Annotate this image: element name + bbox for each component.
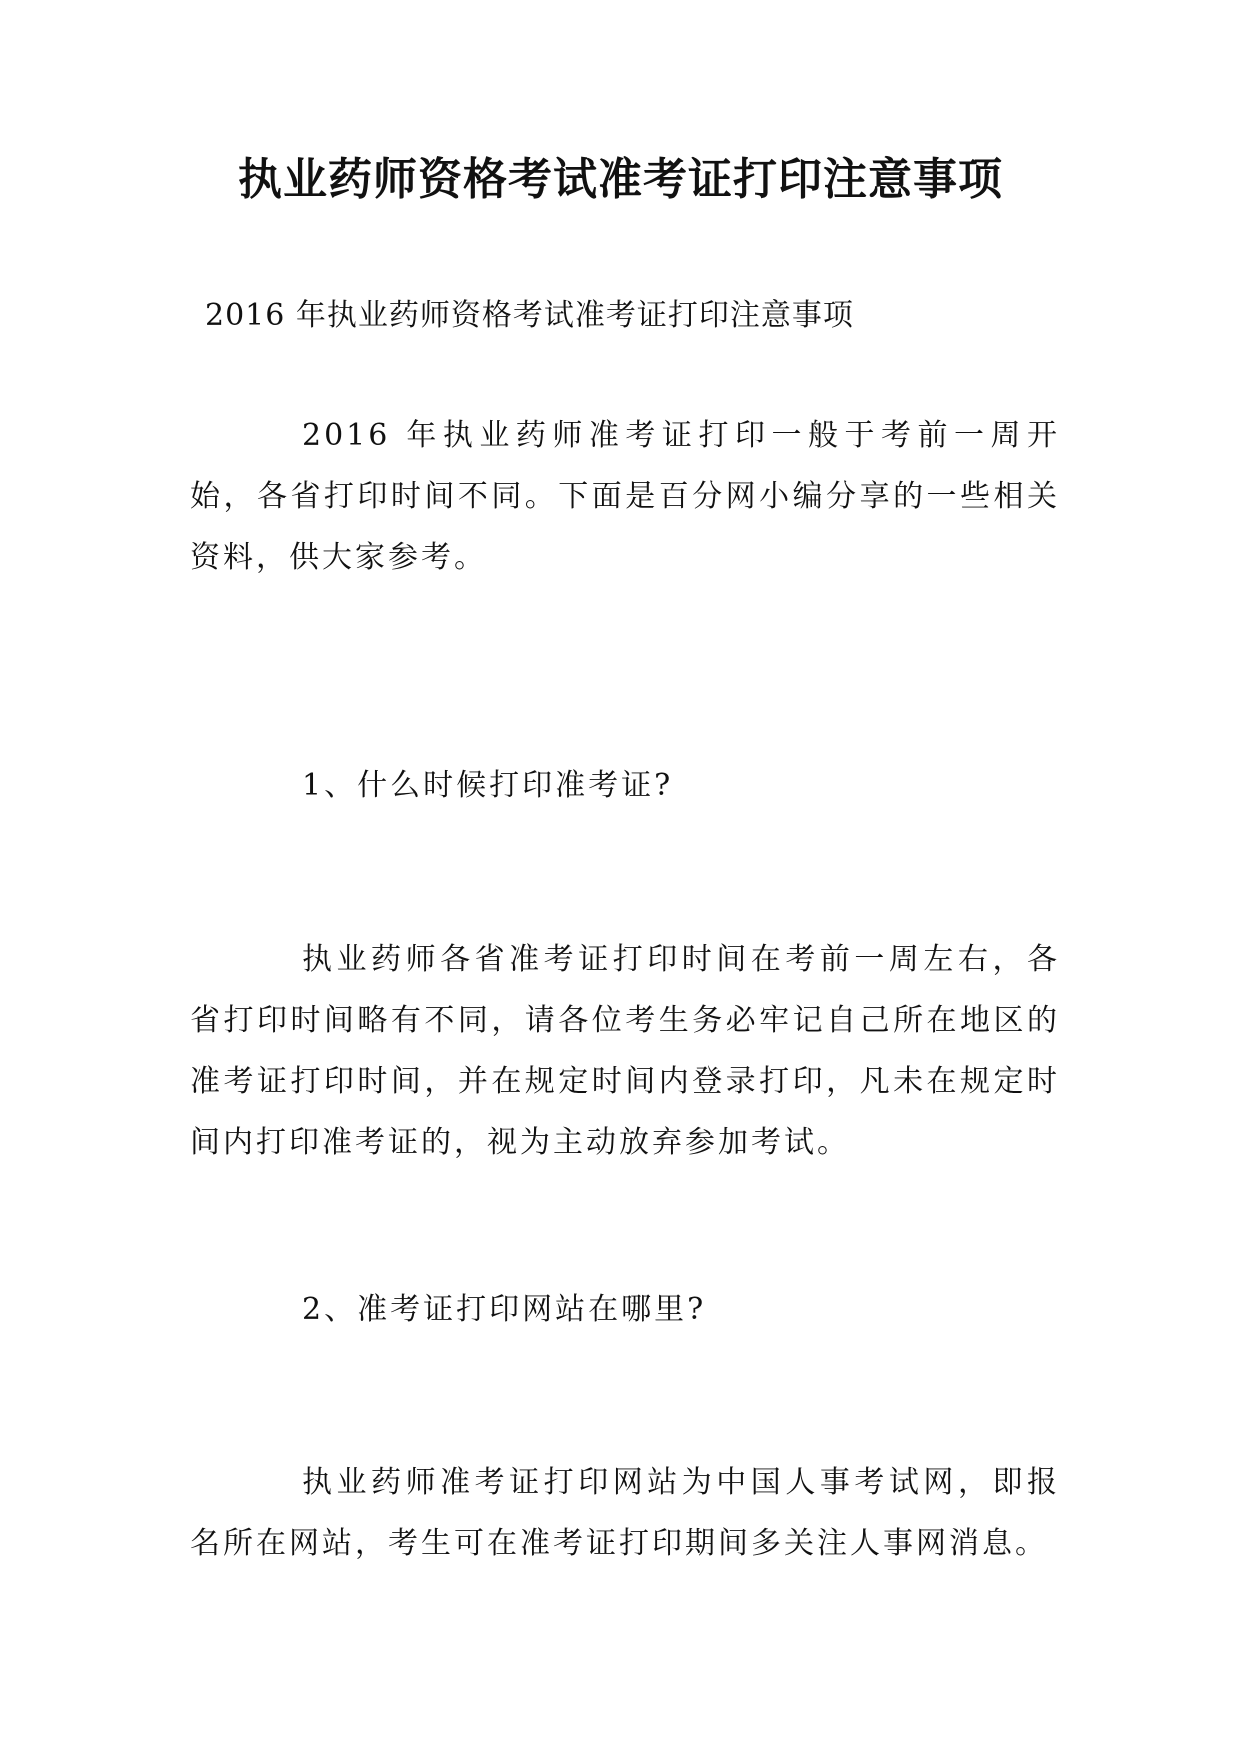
answer-paragraph-2: 执业药师准考证打印网站为中国人事考试网，即报名所在网站，考生可在准考证打印期间多关注人事网消息。 [190,1465,1060,1561]
document-title: 执业药师资格考试准考证打印注意事项 [238,154,1003,205]
intro-paragraph: 2016 年执业药师准考证打印一般于考前一周开始，各省打印时间不同。下面是百分网小编分享的一些相关资料，供大家参考。 [190,418,1060,575]
question-heading-2: 2、准考证打印网站在哪里? [302,1292,707,1327]
document-subtitle: 2016 年执业药师资格考试准考证打印注意事项 [205,298,854,333]
answer-paragraph-1: 执业药师各省准考证打印时间在考前一周左右，各省打印时间略有不同，请各位考生务必牢记自己所在地区的准考证打印时间，并在规定时间内登录打印，凡未在规定时间内打印准考证的，视为主动放弃参加考试。 [190,942,1060,1160]
question-heading-1: 1、什么时候打印准考证? [302,768,674,803]
